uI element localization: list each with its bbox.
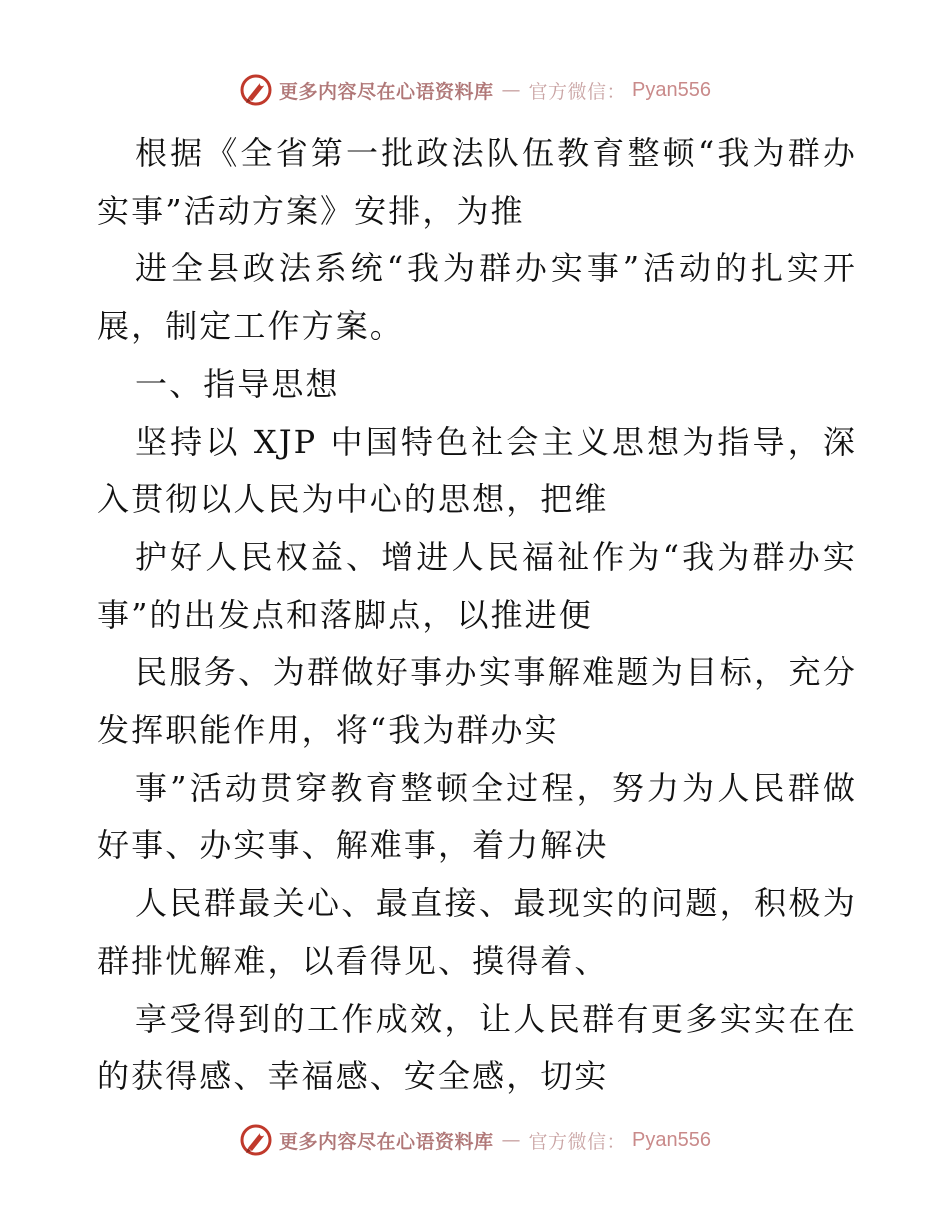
pen-logo-icon [239,73,273,107]
header-site-text: 更多内容尽在心语资料库 [279,80,494,103]
document-body [97,125,857,1106]
paragraph-guiding-5: 人民群最关心、最直接、最现实的问题，积极为群排忧解难，以看得见、摸得着、 [97,884,857,980]
footer-separator: — [501,1129,521,1151]
paragraph-guiding-3: 民服务、为群做好事办实事解难题为目标，充分发挥职能作用，将“我为群办实 [97,653,857,750]
paragraph-guiding-4: 事”活动贯穿教育整顿全过程，努力为人民群做好事、办实事、解难事，着力解决 [97,768,857,865]
paragraph-guiding-1: 坚持以 XJP 中国特色社会主义思想为指导，深入贯彻以人民为中心的思想，把维 [97,422,857,519]
pen-logo-icon [239,1123,273,1157]
header-watermark-banner [0,68,950,112]
paragraph-intro: 根据《全省第一批政法队伍教育整顿“我为群办实事”活动方案》安排，为推 [97,134,857,230]
footer-site-text: 更多内容尽在心语资料库 [279,1130,494,1153]
header-separator: — [501,79,521,101]
paragraph-guiding-2: 护好人民权益、增进人民福祉作为“我为群办实事”的出发点和落脚点，以推进便 [97,537,857,634]
paragraph-intro-cont: 进全县政法系统“我为群办实事”活动的扎实开展，制定工作方案。 [97,249,857,346]
footer-wechat-id: Pyan556 [632,1128,711,1151]
footer-watermark-banner [0,1118,950,1162]
paragraph-guiding-6: 享受得到的工作成效，让人民群有更多实实在在的获得感、幸福感、安全感，切实 [97,999,857,1096]
section-heading-guiding-thought: 一、指导思想 [135,364,340,403]
footer-wechat-label: 官方微信： [528,1130,627,1153]
header-wechat-id: Pyan556 [632,78,711,101]
header-wechat-label: 官方微信： [528,80,627,103]
